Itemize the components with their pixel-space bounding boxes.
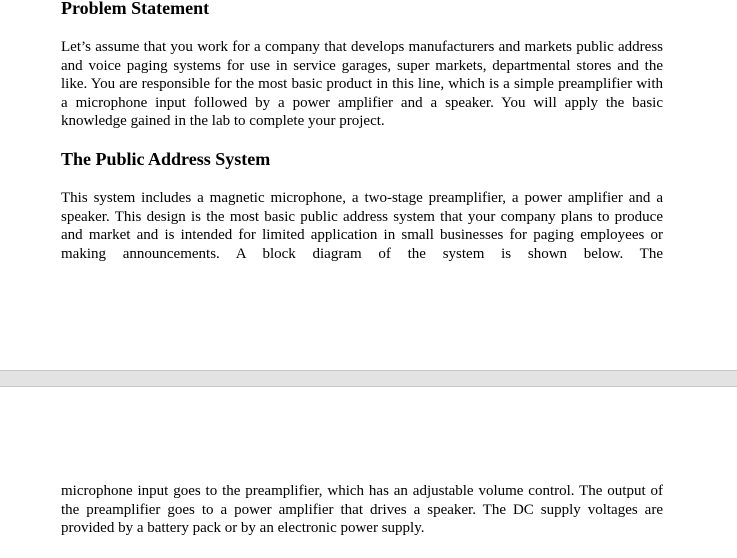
page-1-content [61, 0, 663, 18]
heading-public-address-system: The Public Address System [61, 149, 271, 169]
heading-problem-statement: Problem Statement [61, 0, 210, 18]
page-1-heading-2-wrap [61, 149, 663, 169]
page-break-gap [0, 370, 737, 387]
document-page-2 [0, 387, 737, 558]
paragraph-problem-statement[interactable]: Let’s assume that you work for a company that develops manufacturers and markets public address and voice paging systems for use in service garages, super markets, departmental stores and the like. You are responsible for the most basic product in this line, which is a simple preamplifier with a microphone input followed by a power amplifier and a speaker. You will apply the basic knowledge gained in the lab to complete your project. [61, 39, 663, 129]
page-1-para-2-wrap [61, 189, 663, 263]
paragraph-public-address-system[interactable]: This system includes a magnetic microphone, a two-stage preamplifier, a power amplifier and a speaker. This design is the most basic public address system that your company plans to produce and market and is intended for limited application in small businesses for paging employees or making announcements. A block diagram of the system is shown below. The [61, 190, 663, 262]
page-1-para-1-wrap [61, 38, 663, 131]
page-2-content [61, 482, 663, 538]
paragraph-continuation[interactable]: microphone input goes to the preamplifier, which has an adjustable volume control. The output of the preamplifier goes to a power amplifier that drives a speaker. The DC supply voltages are provided by a battery pack or by an electronic power supply. [61, 483, 663, 536]
